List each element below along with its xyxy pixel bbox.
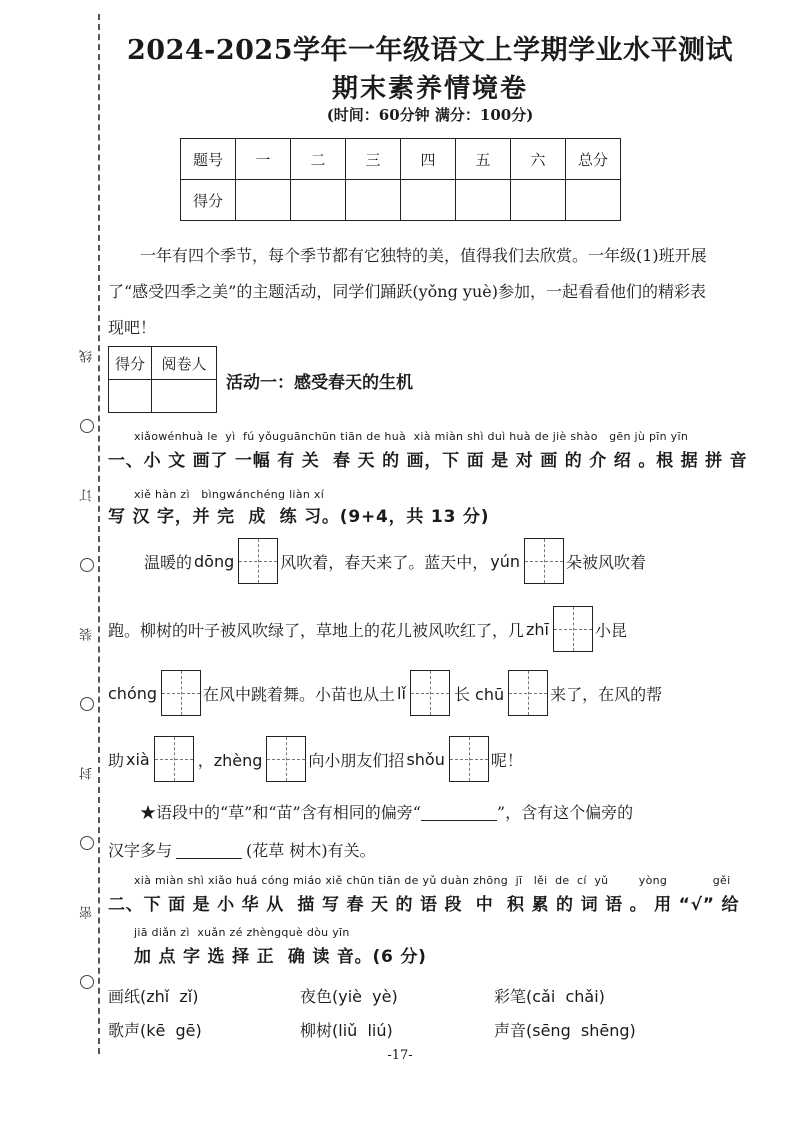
score-input-cell[interactable]: [566, 180, 621, 221]
passage-text: 助: [108, 750, 125, 770]
tian-grid-box[interactable]: [524, 538, 564, 584]
binding-mark: 线: [79, 350, 95, 363]
passage-text: 小昆: [595, 620, 628, 640]
binding-hole: [80, 697, 94, 711]
tian-grid-box[interactable]: [238, 538, 278, 584]
star-text: 汉字多与: [108, 841, 173, 860]
score-table: [180, 138, 621, 221]
passage-line-3: [108, 670, 662, 716]
tian-grid-box[interactable]: [266, 736, 306, 782]
binding-mark: 装: [79, 628, 95, 641]
passage-text: 在风中跳着舞。小苗也从土: [203, 684, 396, 704]
star-text: ★语段中的“草”和“苗”含有相同的偏旁“: [140, 803, 421, 822]
score-cell: 三: [346, 139, 401, 180]
time-info: (时间：60分钟 满分：100分): [326, 106, 534, 124]
q1-pinyin-line2: xiě hàn zì bìngwánchéng liàn xí: [134, 488, 325, 501]
choice-item[interactable]: 夜色(yiè yè): [300, 987, 398, 1006]
passage-text: 呢！: [490, 750, 523, 770]
tian-grid-box[interactable]: [161, 670, 201, 716]
binding-hole: [80, 419, 94, 433]
grader-reader-label: 阅卷人: [152, 347, 217, 380]
grader-reader-cell[interactable]: [152, 380, 217, 413]
binding-mark: 密: [79, 906, 95, 919]
score-cell: 题号: [181, 139, 236, 180]
q2-heading-line2: 加 点 字 选 择 正 确 读 音。(6 分): [134, 947, 427, 967]
exam-subtitle: 期末素养情境卷: [331, 74, 528, 104]
binding-marks: [76, 350, 98, 989]
activity-heading: 活动一：感受春天的生机: [226, 373, 413, 393]
exam-title: 2024-2025学年一年级语文上学期学业水平测试: [127, 35, 733, 66]
pinyin-prompt: shǒu: [406, 749, 445, 769]
tian-grid-box[interactable]: [410, 670, 450, 716]
star-question-line2: [108, 838, 376, 861]
q2-pinyin-line2: jiā diǎn zì xuǎn zé zhèngquè dòu yīn: [134, 926, 350, 939]
score-cell: 五: [456, 139, 511, 180]
binding-hole: [80, 558, 94, 572]
score-cell: 总分: [566, 139, 621, 180]
passage-text: 风吹着，春天来了。蓝天中，: [280, 552, 489, 572]
score-input-cell[interactable]: [511, 180, 566, 221]
pinyin-prompt: 长 chū: [453, 684, 505, 704]
score-cell: 一: [236, 139, 291, 180]
q1-heading-line2: 写 汉 字，并 完 成 练 习。(9+4，共 13 分): [108, 507, 490, 527]
pinyin-prompt: yún: [490, 551, 521, 571]
binding-hole: [80, 836, 94, 850]
grader-score-cell[interactable]: [109, 380, 152, 413]
passage-text: 朵被风吹着: [566, 552, 647, 572]
score-input-cell[interactable]: [346, 180, 401, 221]
score-input-cell[interactable]: [291, 180, 346, 221]
score-table-score-row: [181, 180, 621, 221]
binding-mark: 订: [79, 489, 95, 502]
grader-score-label: 得分: [109, 347, 152, 380]
binding-hole: [80, 975, 94, 989]
pinyin-prompt: xià: [126, 749, 150, 769]
score-row-label: 得分: [181, 180, 236, 221]
star-text: ”，含有这个偏旁的: [496, 803, 634, 822]
page-number: -17-: [387, 1048, 413, 1063]
choice-item[interactable]: 歌声(kē gē): [108, 1021, 202, 1040]
score-input-cell[interactable]: [236, 180, 291, 221]
tian-grid-box[interactable]: [154, 736, 194, 782]
passage-line-1: [108, 538, 646, 584]
choice-item[interactable]: 画纸(zhǐ zǐ): [108, 987, 199, 1006]
choice-item[interactable]: 声音(sēng shēng): [494, 1021, 636, 1040]
tian-grid-box[interactable]: [508, 670, 548, 716]
intro-paragraph: 一年有四个季节，每个季节都有它独特的美，值得我们去欣赏。一年级(1)班开展了“感受四季之美”的主题活动，同学们踊跃(yǒng yuè)参加，一起看看他们的精彩表现吧！: [108, 246, 707, 337]
pinyin-prompt: ，zhèng: [197, 750, 263, 770]
choice-item[interactable]: 彩笔(cǎi chǎi): [494, 987, 605, 1006]
passage-text: 跑。柳树的叶子被风吹绿了，草地上的花儿被风吹红了，几: [108, 620, 525, 640]
score-cell: 四: [401, 139, 456, 180]
score-input-cell[interactable]: [456, 180, 511, 221]
q2-heading-line1: 二、下 面 是 小 华 从 描 写 春 天 的 语 段 中 积 累 的 词 语 。 用 “√” 给: [108, 895, 740, 915]
score-input-cell[interactable]: [401, 180, 456, 221]
radical-blank[interactable]: [421, 802, 497, 821]
star-question-line1: [108, 800, 633, 823]
passage-text: 来了，在风的帮: [550, 684, 663, 704]
passage-text: 温暖的: [144, 552, 193, 572]
category-blank[interactable]: [176, 840, 242, 859]
tian-grid-box[interactable]: [553, 606, 593, 652]
q1-heading-line1: 一、小 文 画了 一幅 有 关 春 天 的 画，下 面 是 对 画 的 介 绍 。根 据 拼 音: [108, 451, 748, 471]
choice-item[interactable]: 柳树(liǔ liú): [300, 1021, 393, 1040]
grader-box: [108, 346, 217, 413]
q2-pinyin-line1: xià miàn shì xiǎo huá cóng miáo xiě chūn tiān de yǔ duàn zhōng jī lěi de cí yǔ yòng gěi: [134, 874, 731, 887]
binding-mark: 封: [79, 767, 95, 780]
passage-text: 向小朋友们招: [308, 750, 405, 770]
q1-pinyin-line1: xiǎowénhuà le yì fú yǒuguānchūn tiān de huà xià miàn shì duì huà de jiè shào gēn jù pīn yīn: [134, 430, 689, 443]
passage-line-4: [108, 736, 523, 782]
score-cell: 六: [511, 139, 566, 180]
star-text: (花草 树木)有关。: [246, 841, 376, 860]
score-cell: 二: [291, 139, 346, 180]
tian-grid-box[interactable]: [449, 736, 489, 782]
passage-line-2: [108, 606, 627, 652]
pinyin-prompt: lǐ: [397, 683, 406, 703]
pinyin-prompt: zhī: [526, 619, 549, 639]
pinyin-prompt: dōng: [194, 551, 235, 571]
score-table-header-row: [181, 139, 621, 180]
pinyin-prompt: chóng: [108, 683, 158, 703]
